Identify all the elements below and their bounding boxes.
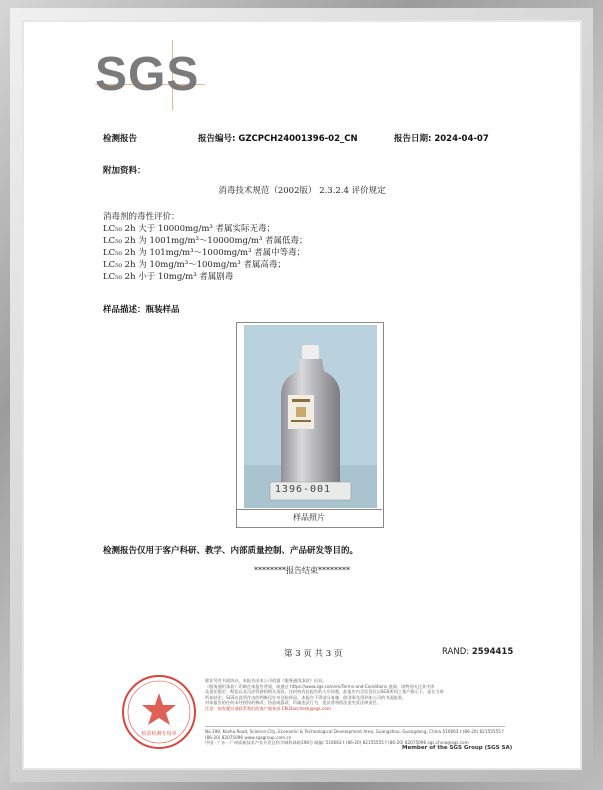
address-line-en: No.198, Kezhu Road, Science City, Economic & Technological Development Area, Guangzhou, Guangdong, China 510663 t (86-20) 82155555 f (86-20) 82075096 www.sgsgroup.com.cn [205,729,504,740]
footer-rule [205,726,505,727]
sample-photo [244,325,377,508]
additional-info-title: 附加资料： [103,166,146,176]
fine-line: 《服务通用条款》印刷在本报告背面，或通过 https://www.sgs.com/en/Terms-and-Conditions 查阅，请特别关注其中涉 [205,683,435,689]
fine-line: 所获结论，SGS在此所作出的判断仅针对送检样品。本报告不得部分复制，除非事先得到本公司的书面批准。 [205,694,407,700]
toxicity-intro: 消毒剂的毒性评价： [103,212,180,222]
rand-value: 2594415 [471,647,514,657]
fine-line: 及责任限定、赔偿以及司法管辖的相关条款。任何持有此报告的人应知悉，此报告内含信息仅以SGS所知之客户指示下，是在当时 [205,689,444,694]
sample-tag: 1396-001 [274,484,332,495]
fine-line-notice: 注意：如有疑问请联系我们的客户服务部 CN.Doccheck@sgs.com [205,705,331,711]
fine-line: 除非另有书面协议，本报告由本公司依据《服务通用条款》出具。 [205,678,327,683]
address-block [205,729,505,746]
sample-description: 样品描述：瓶装样品 [103,305,180,315]
rand-label: RAND: [442,647,470,657]
usage-statement: 检测报告仅用于客户科研、教学、内部质量控制、产品研发等目的。 [103,546,359,556]
bottle-image [244,325,377,508]
toxicity-line: LC₅₀ 2h 小于 10mg/m³ 者属剧毒 [103,272,234,282]
document-page [22,20,582,770]
page-number: 第 3 页 共 3 页 [284,649,343,659]
report-date: 报告日期: 2024-04-07 [394,134,489,144]
fine-line: 对本报告的任何未经授权的修改、伪造或篡改，均属违法行为，违法者将依法追究其法律责任。 [205,700,381,705]
address-line-cn: 中国 · 广东 · 广州高新技术产业开发区科学城科珠路198号 邮编: 510663 t (86-20) 82155555 f (86-20) 82075096 sgs.china@sgs.com [205,740,469,745]
sgs-logo: SGS [95,48,200,101]
toxicity-line: LC₅₀ 2h 大于 10000mg/m³ 者属实际无毒； [103,224,276,234]
toxicity-line: LC₅₀ 2h 为 1001mg/m³～10000mg/m³ 者属低毒； [103,236,308,246]
member-statement: Member of the SGS Group (SGS SA) [402,745,513,751]
toxicity-line: LC₅₀ 2h 为 101mg/m³～1000mg/m³ 者属中等毒； [103,248,306,258]
report-end: ********报告结束******** [254,566,350,575]
photo-caption: 样品照片 [236,509,382,526]
seal-text: 检验检测专用章 [141,731,177,737]
rand-code [442,647,513,657]
fine-print [205,678,505,711]
report-label: 检测报告 [103,134,138,144]
standard-reference: 消毒技术规范（2002版） 2.3.2.4 评价规定 [218,186,386,196]
toxicity-line: LC₅₀ 2h 为 10mg/m³～100mg/m³ 者属高毒； [103,260,286,270]
report-number: 报告编号: GZCPCH24001396-02_CN [198,134,358,144]
inspection-seal [120,673,198,751]
